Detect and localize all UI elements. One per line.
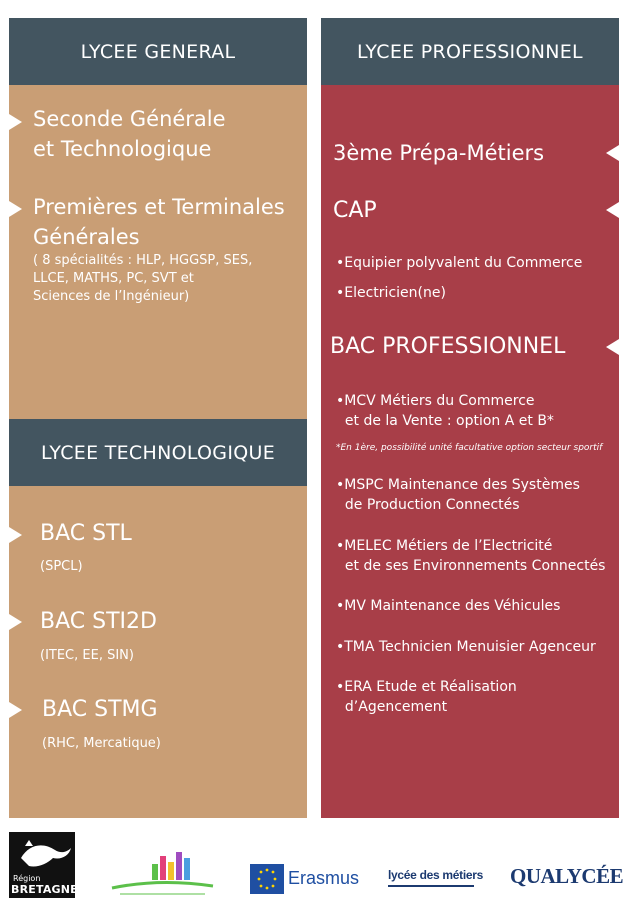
region-big-label: BRETAGNE: [11, 883, 78, 896]
bac-pro-bullet: •MCV Métiers du Commerce et de la Vente : option A et B*: [336, 393, 554, 429]
erasmus-logo: [250, 864, 360, 896]
bac-stl-detail: (SPCL): [40, 559, 83, 574]
bac-pro-bullet: •ERA Etude et Réalisation d’Agencement: [336, 679, 517, 715]
bac-stmg-detail: (RHC, Mercatique): [42, 736, 161, 751]
arrow-right-icon: [9, 614, 22, 630]
erasmus-label: Erasmus: [288, 868, 360, 888]
arrow-left-icon: [606, 339, 619, 355]
bac-pro-bullet: •MELEC Métiers de l’Electricité et de ses Environnements Connectés: [336, 538, 606, 574]
arrow-right-icon: [9, 114, 22, 130]
bac-pro-bullet: •MSPC Maintenance des Systèmes de Production Connectés: [336, 477, 580, 513]
arrow-right-icon: [9, 702, 22, 718]
lycee-professionnel-header: LYCEE PROFESSIONNEL: [321, 18, 619, 85]
bac-pro-bullet: •MV Maintenance des Véhicules: [336, 598, 561, 614]
cap-bullet: •Electricien(ne): [336, 285, 446, 301]
qualycee-label: QUALYCÉE: [510, 864, 624, 888]
premieres-title: Premières et Terminales Générales: [33, 195, 285, 249]
lycee-des-metiers-logo: [388, 868, 483, 894]
arrow-left-icon: [606, 202, 619, 218]
region-small-label: Région: [13, 874, 41, 883]
bac-pro-title: BAC PROFESSIONNEL: [330, 334, 566, 359]
region-bretagne-logo: [9, 832, 78, 898]
lycee-general-header: LYCEE GENERAL: [9, 18, 307, 85]
cap-title: CAP: [333, 198, 377, 223]
arrow-right-icon: [9, 527, 22, 543]
enseignement-catholique-logo: [110, 850, 215, 898]
bac-stl-title: BAC STL: [40, 521, 132, 546]
arrow-left-icon: [606, 145, 619, 161]
bac-sti2d-title: BAC STI2D: [40, 609, 157, 634]
arrow-right-icon: [9, 201, 22, 217]
specialites-detail: ( 8 spécialités : HLP, HGGSP, SES, LLCE, MATHS, PC, SVT et Sciences de l’Ingénieur): [33, 253, 253, 304]
cap-bullet: •Equipier polyvalent du Commerce: [336, 255, 583, 271]
lycee-technologique-header: LYCEE TECHNOLOGIQUE: [9, 419, 307, 486]
bac-stmg-title: BAC STMG: [42, 697, 158, 722]
eu-flag-icon: [250, 864, 284, 894]
seconde-title: Seconde Générale et Technologique: [33, 107, 226, 161]
lycee-metiers-label: lycée des métiers: [388, 868, 483, 882]
bac-pro-bullet: •TMA Technicien Menuisier Agenceur: [336, 639, 596, 655]
prepa-metiers-title: 3ème Prépa-Métiers: [333, 141, 545, 165]
bac-sti2d-detail: (ITEC, EE, SIN): [40, 648, 134, 663]
qualycee-logo: [510, 864, 622, 898]
ermine-icon: [9, 836, 75, 876]
bac-pro-note: *En 1ère, possibilité unité facultative option secteur sportif: [336, 443, 603, 453]
